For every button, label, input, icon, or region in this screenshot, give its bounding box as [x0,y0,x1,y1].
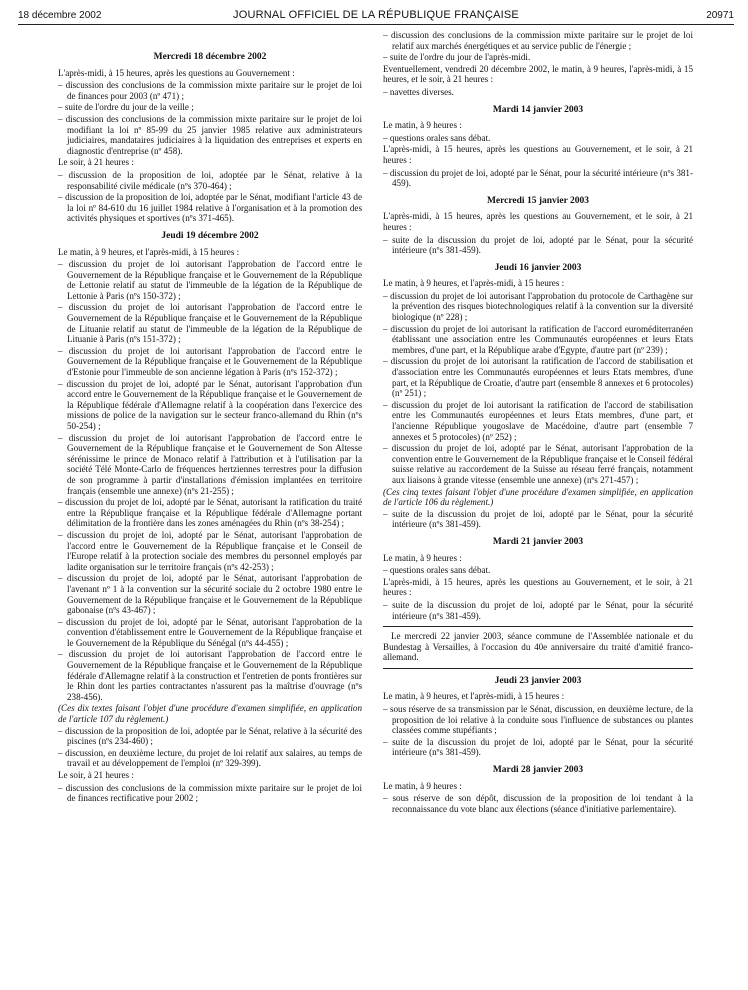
session-time: Le matin, à 9 heures, et l'après-midi, à 15 heures : [58,246,240,257]
agenda-item: – discussion du projet de loi, adopté par le Sénat, autorisant l'approbation de la convention entre le Gouvernement de la République française et le Conseil fédéral suisse relative au raccordement de la Suisse au réseau ferré français, notamment aux liaisons à grande vitesse (ensemble une annexe) (nºs 271-457) ; [383,443,693,485]
day-heading: Jeudi 16 janvier 2003 [494,262,582,273]
session-time: L'après-midi, à 15 heures, après les questions au Gouvernement : [58,67,295,78]
agenda-item: – discussion du projet de loi, adopté par le Sénat, autorisant l'approbation de la convention d'établissement entre le Gouvernement de la République française et le Gouvernement de la République du Sénégal (nºs 44-455) ; [58,616,362,648]
agenda-item: – discussion du projet de loi autorisant la ratification de l'accord euroméditerranéen établissant une association entre les Communautés européennes et leurs Etats membres, d'une part, et la République arabe d'Egypte, d'autre part (nº 239) ; [383,323,693,355]
agenda-item: – discussion du projet de loi, adopté par le Sénat, pour la sécurité intérieure (nºs 381-459). [383,167,693,189]
agenda-item: – discussion du projet de loi, adopté par le Sénat, autorisant l'approbation de l'accord entre le Gouvernement de la République française et le Conseil de l'Europe relatif à la protection sociale des membres du personnel employés par ladite organisation sur le territoire français (nºs 42-253) ; [58,529,362,572]
agenda-item: – discussion de la proposition de loi, adoptée par le Sénat, relative à la responsabilité civile médicale (nºs 370-464) ; [58,169,362,191]
agenda-item: – discussion du projet de loi autorisant l'approbation de l'accord entre le Gouvernement de la République française et le Gouvernement de la République de Lettonie relatif au statut de l'immeuble de la légation de la République de Lettonie à Paris (nºs 150-372) ; [58,259,362,301]
session-time: Le matin, à 9 heures, et l'après-midi, à 15 heures : [383,278,565,289]
agenda-item: – sous réserve de sa transmission par le Sénat, discussion, en deuxième lecture, de la proposition de loi relative à la conduite sous l'influence de substances ou plantes classées comme stupéfiants ; [383,704,693,736]
agenda-item: – discussion du projet de loi, adopté par le Sénat, autorisant l'approbation de l'avenant nº 1 à la convention sur la sécurité sociale du 2 octobre 1980 entre le Gouvernement de la République française et le Gouvernement de la République gabonaise (nºs 43-467) ; [58,573,362,616]
session-time: Le soir, à 21 heures : [58,770,134,780]
agenda-item: – suite de la discussion du projet de loi, adopté par le Sénat, pour la sécurité intérieure (nºs 381-459). [383,508,693,530]
header-date: 18 décembre 2002 [18,10,102,21]
agenda-item: – suite de la discussion du projet de loi, adopté par le Sénat, pour la sécurité intérieure (nºs 381-459). [383,599,693,621]
session-time: Le matin, à 9 heures : [383,780,462,791]
agenda-item: – discussion du projet de loi autorisant l'approbation de l'accord entre le Gouvernement de la République française et le Gouvernement de la République d'Estonie pour l'immeuble de son ancienne légation à Paris (nºs 152-372) ; [58,345,362,378]
agenda-item: – discussion du projet de loi, adopté par le Sénat, autorisant l'approbation d'un accord entre le Gouvernement de la République française et le Gouvernement de la République fédérale d'Allemagne relatif à la coopération dans l'exercice des missions de police de la navigation sur le secteur franco-allemand du Rhin (nºs 50-254) ; [58,378,362,431]
agenda-item: – discussion des conclusions de la commission mixte paritaire sur le projet de loi de finances pour 2003 (nº 471) ; [58,80,362,101]
day-heading: Jeudi 19 décembre 2002 [161,230,259,241]
joint-session-notice: Le mercredi 22 janvier 2003, séance commune de l'Assemblée nationale et du Bundestag à Versailles, à l'occasion du 40e anniversaire du traité d'amitié franco-allemand. [383,631,693,663]
right-column [383,30,693,815]
agenda-item: – discussion du projet de loi autorisant la ratification de l'accord de stabilisation et d'association entre les Communautés européennes et leurs Etats membres, d'une part, et la République de Croatie, d'autre part (ensemble 8 annexes et 6 protocoles) (nº 251) ; [383,356,693,399]
day-heading: Mardi 28 janvier 2003 [492,765,584,776]
agenda-item: – discussion des conclusions de la commission mixte paritaire sur le projet de loi relatif aux marchés énergétiques et au service public de l'énergie ; [383,30,693,51]
agenda-item: – discussion des conclusions de la commission mixte paritaire sur le projet de loi de finances rectificative pour 2002 ; [58,782,362,804]
agenda-item: – discussion du projet de loi autorisant l'approbation de l'accord entre le Gouvernement de la République française et le Gouvernement de Son Altesse sérénissime le prince de Monaco relatif à l'attribution et à l'utilisation par la société Télé Monte-Carlo de fréquences hertziennes terrestres pour la diffusion de son programme à partir d'installations d'émission implantées en territoire français (ensemble une annexe) (nºs 21-255) ; [58,432,362,496]
left-column [58,30,362,805]
procedure-note: (Ces dix textes faisant l'objet d'une procédure d'examen simplifiée, en application de l'article 107 du règlement.) [58,703,362,725]
agenda-item: – discussion du projet de loi autorisant l'approbation de l'accord entre le Gouvernement de la République française et le Gouvernement de la République fédérale d'Allemagne relatif à la construction et l'entretien de ponts frontières sur le Rhin dont les parties contractantes n'assurent pas la maîtrise d'ouvrage (nºs 238-456). [58,649,362,702]
divider [383,626,693,627]
agenda-item: – questions orales sans débat. [383,565,491,576]
agenda-item: – discussion du projet de loi autorisant la ratification de l'accord de stabilisation entre les Communautés européennes et leurs Etats membres, d'une part, et l'ancienne République yougoslave de Macédoine, d'autre part (ensemble 7 annexes et 5 protocoles) (nº 252) ; [383,399,693,442]
session-time: L'après-midi, à 15 heures, après les questions au Gouvernement, et le soir, à 21 heures : [383,144,693,165]
agenda-item: – discussion du projet de loi autorisant l'approbation du protocole de Carthagène sur la prévention des risques biotechnologiques relatif à la convention sur la diversité biologique (nº 228) ; [383,290,693,323]
agenda-item: – suite de la discussion du projet de loi, adopté par le Sénat, pour la sécurité intérieure (nºs 381-459). [383,736,693,758]
agenda-item: – suite de l'ordre du jour de la veille ; [58,102,194,113]
agenda-item: – discussion des conclusions de la commission mixte paritaire sur le projet de loi modifiant la loi nº 85-99 du 25 janvier 1985 relative aux administrateurs judiciaires, mandataires judiciaires à la liquidation des entreprises et experts en diagnostic d'entreprise (nº 458). [58,113,362,156]
agenda-item: – suite de la discussion du projet de loi, adopté par le Sénat, pour la sécurité intérieure (nºs 381-459). [383,234,693,256]
day-heading: Mercredi 15 janvier 2003 [486,195,590,206]
page-header [18,8,734,25]
session-time: Le soir, à 21 heures : [58,157,134,168]
agenda-item: – sous réserve de son dépôt, discussion de la proposition de loi tendant à la reconnaissance du vote blanc aux élections (séance d'initiative parlementaire). [383,793,693,814]
agenda-item: – discussion, en deuxième lecture, du projet de loi relatif aux salaires, au temps de travail et au développement de l'emploi (nº 329-399). [58,747,362,769]
journal-title: JOURNAL OFFICIEL DE LA RÉPUBLIQUE FRANÇAISE [233,9,519,21]
divider [383,668,693,669]
day-heading: Mardi 21 janvier 2003 [492,536,584,547]
optional-session: Eventuellement, vendredi 20 décembre 2002, le matin, à 9 heures, l'après-midi, à 15 heures, et le soir, à 21 heures : [383,63,693,85]
agenda-item: – discussion du projet de loi autorisant l'approbation de l'accord entre le Gouvernement de la République française et le Gouvernement de la République de Lituanie relatif au statut de l'immeuble de la légation de la République de Lituanie à Paris (nºs 151-372) ; [58,302,362,345]
procedure-note: (Ces cinq textes faisant l'objet d'une procédure d'examen simplifiée, en application de l'article 106 du règlement.) [383,486,693,508]
agenda-item: – discussion du projet de loi, adopté par le Sénat, autorisant la ratification du traité entre la République française et la République fédérale d'Allemagne portant délimitation de la frontière dans les zones aménagées du Rhin (nºs 38-254) ; [58,497,362,529]
agenda-item: – discussion de la proposition de loi, adoptée par le Sénat, relative à la sécurité des piscines (nºs 234-460) ; [58,725,362,747]
day-heading: Mercredi 18 décembre 2002 [153,52,267,62]
session-time: L'après-midi, à 15 heures, après les questions au Gouvernement, et le soir, à 21 heures : [383,211,693,232]
session-time: L'après-midi, à 15 heures, après les questions au Gouvernement, et le soir, à 21 heures : [383,576,693,598]
agenda-item: – questions orales sans débat. [383,132,491,143]
day-heading: Mardi 14 janvier 2003 [492,104,584,115]
agenda-item: – discussion de la proposition de loi, adoptée par le Sénat, modifiant l'article 43 de la loi nº 84-610 du 16 juillet 1984 relative à l'organisation et à la promotion des activités physiques et sportives (nºs 371-465). [58,192,362,224]
day-heading: Jeudi 23 janvier 2003 [494,675,582,686]
agenda-item: – suite de l'ordre du jour de l'après-midi. [383,52,531,63]
session-time: Le matin, à 9 heures : [383,552,462,563]
session-time: Le matin, à 9 heures, et l'après-midi, à 15 heures : [383,691,565,702]
page-number: 20971 [706,10,734,21]
agenda-item: – navettes diverses. [383,86,454,97]
session-time: Le matin, à 9 heures : [383,120,462,131]
